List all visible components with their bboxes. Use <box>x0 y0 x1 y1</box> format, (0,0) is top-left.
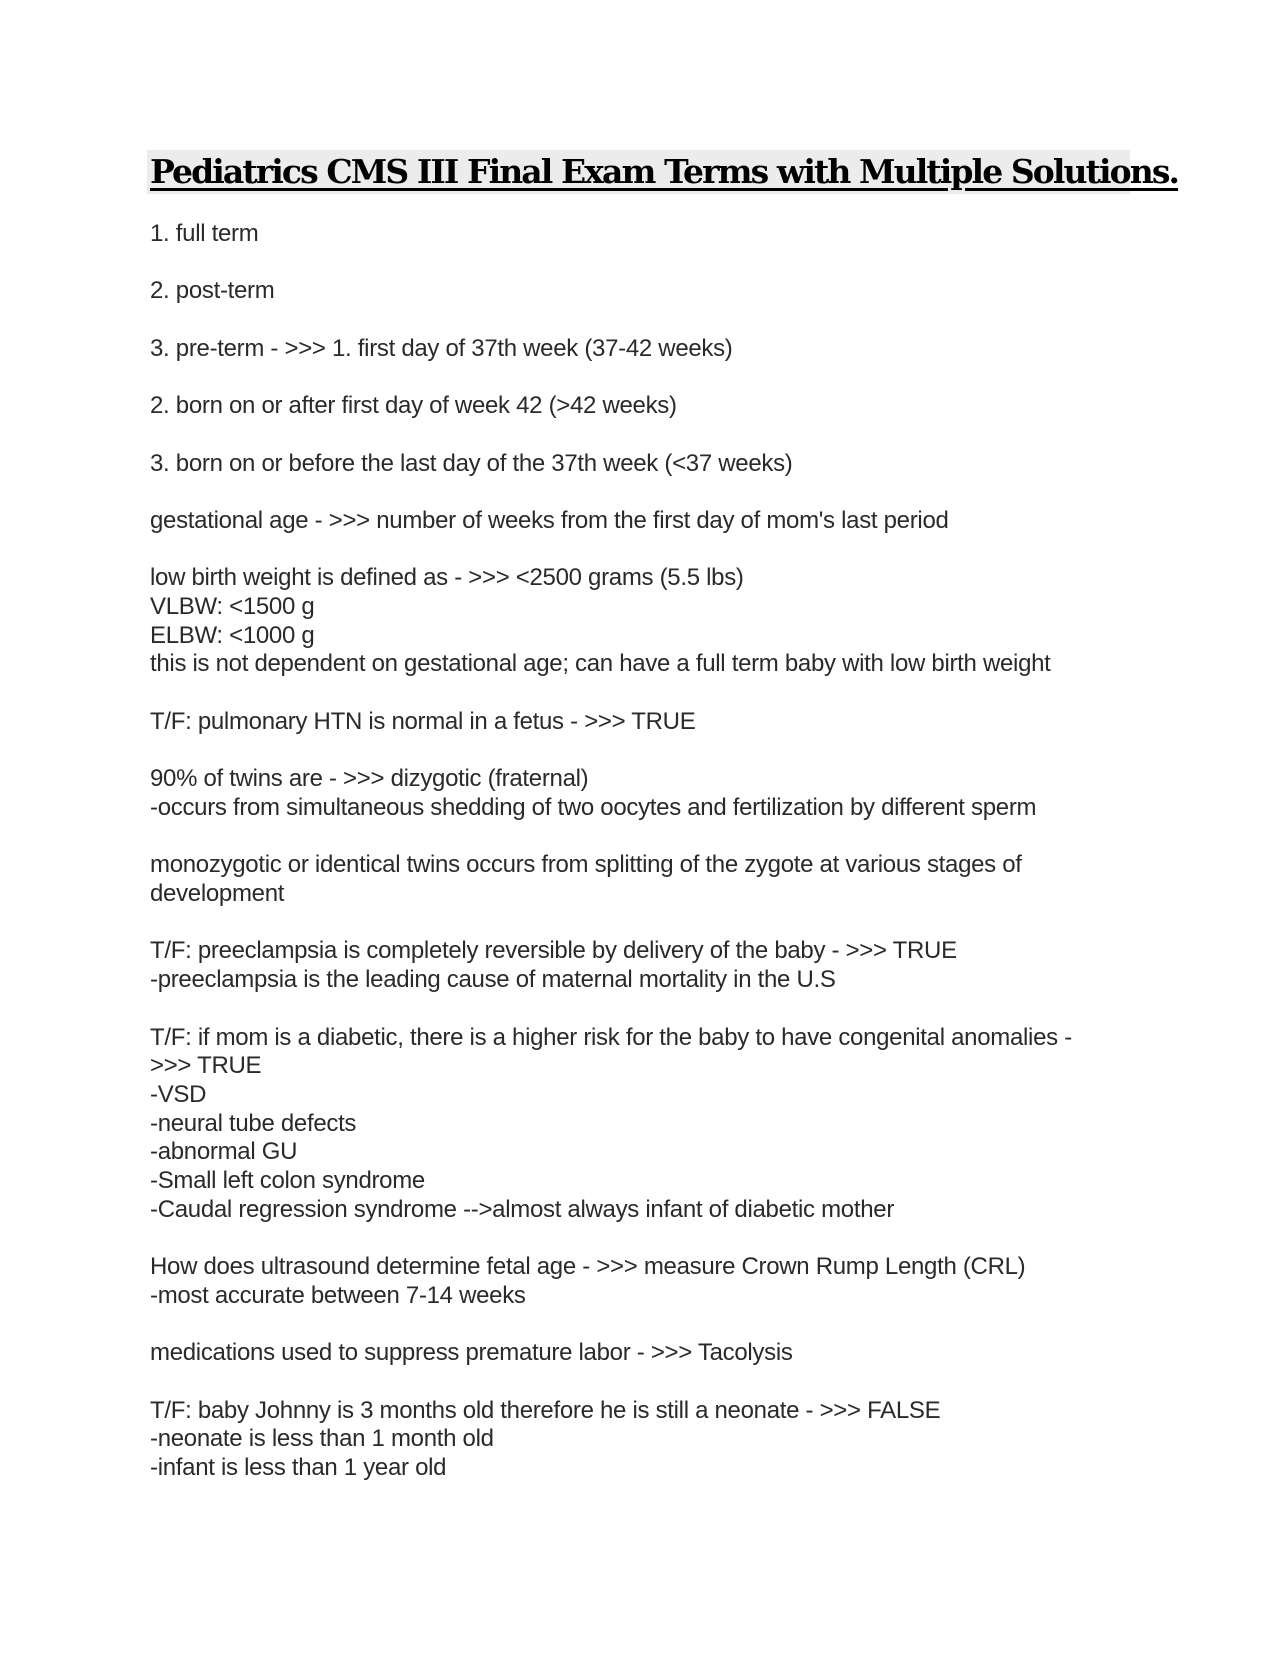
term-premature-labor <box>150 1339 1110 1368</box>
text-line: -most accurate between 7-14 weeks <box>150 1281 526 1309</box>
answer-post-term <box>150 392 1110 421</box>
text-line: 90% of twins are - >>> dizygotic (fraternal) <box>150 765 589 793</box>
text-line: T/F: baby Johnny is 3 months old therefore he is still a neonate - >>> FALSE <box>150 1396 941 1424</box>
text-line: 3. born on or before the last day of the 37th week (<37 weeks) <box>150 449 793 477</box>
text-line: gestational age - >>> number of weeks from the first day of mom's last period <box>150 506 949 534</box>
text-line: -Caudal regression syndrome -->almost always infant of diabetic mother <box>150 1195 895 1223</box>
text-line: this is not dependent on gestational age; can have a full term baby with low birth weight <box>150 650 1051 678</box>
term-pulmonary-htn <box>150 708 1110 737</box>
term-neonate <box>150 1397 1110 1483</box>
text-line: 1. full term <box>150 220 259 247</box>
text-line: 2. born on or after first day of week 42 (>42 weeks) <box>150 392 677 420</box>
text-line: -neonate is less than 1 month old <box>150 1425 494 1453</box>
text-line: VLBW: <1500 g <box>150 593 315 621</box>
text-line: development <box>150 880 285 908</box>
text-line: medications used to suppress premature labor - >>> Tacolysis <box>150 1339 793 1367</box>
text-line: 3. pre-term - >>> 1. first day of 37th week (37-42 weeks) <box>150 334 733 362</box>
page-title: Pediatrics CMS III Final Exam Terms with Multiple Solutions. <box>150 152 1179 191</box>
text-line: T/F: pulmonary HTN is normal in a fetus - >>> TRUE <box>150 707 696 735</box>
text-line: -VSD <box>150 1080 207 1108</box>
text-line: -preeclampsia is the leading cause of maternal mortality in the U.S <box>150 966 836 994</box>
text-line: T/F: if mom is a diabetic, there is a higher risk for the baby to have congenital anomalies - <box>150 1023 1072 1051</box>
text-line: >>> TRUE <box>150 1052 262 1080</box>
term-post-term <box>150 277 1110 306</box>
term-full-term <box>150 220 1110 249</box>
text-line: -abnormal GU <box>150 1138 298 1166</box>
term-preeclampsia <box>150 937 1110 994</box>
text-line: T/F: preeclampsia is completely reversible by delivery of the baby - >>> TRUE <box>150 937 957 965</box>
text-line: monozygotic or identical twins occurs from splitting of the zygote at various stages of <box>150 851 1022 879</box>
text-line: -Small left colon syndrome <box>150 1167 425 1195</box>
term-low-birth-weight <box>150 564 1110 679</box>
term-gestational-age <box>150 507 1110 536</box>
text-line: 2. post-term <box>150 277 275 305</box>
text-line: ELBW: <1000 g <box>150 621 315 649</box>
text-line: low birth weight is defined as - >>> <2500 grams (5.5 lbs) <box>150 564 744 592</box>
text-line: How does ultrasound determine fetal age - >>> measure Crown Rump Length (CRL) <box>150 1253 1026 1281</box>
term-ultrasound <box>150 1253 1110 1310</box>
term-diabetic-mother <box>150 1024 1110 1225</box>
answer-pre-term <box>150 450 1110 479</box>
text-line: -occurs from simultaneous shedding of two oocytes and fertilization by different sperm <box>150 793 1037 821</box>
term-twins <box>150 765 1110 822</box>
document-body <box>150 220 1110 1511</box>
text-line: -infant is less than 1 year old <box>150 1454 447 1482</box>
term-pre-term <box>150 335 1110 364</box>
text-line: -neural tube defects <box>150 1109 357 1137</box>
term-monozygotic <box>150 851 1110 908</box>
